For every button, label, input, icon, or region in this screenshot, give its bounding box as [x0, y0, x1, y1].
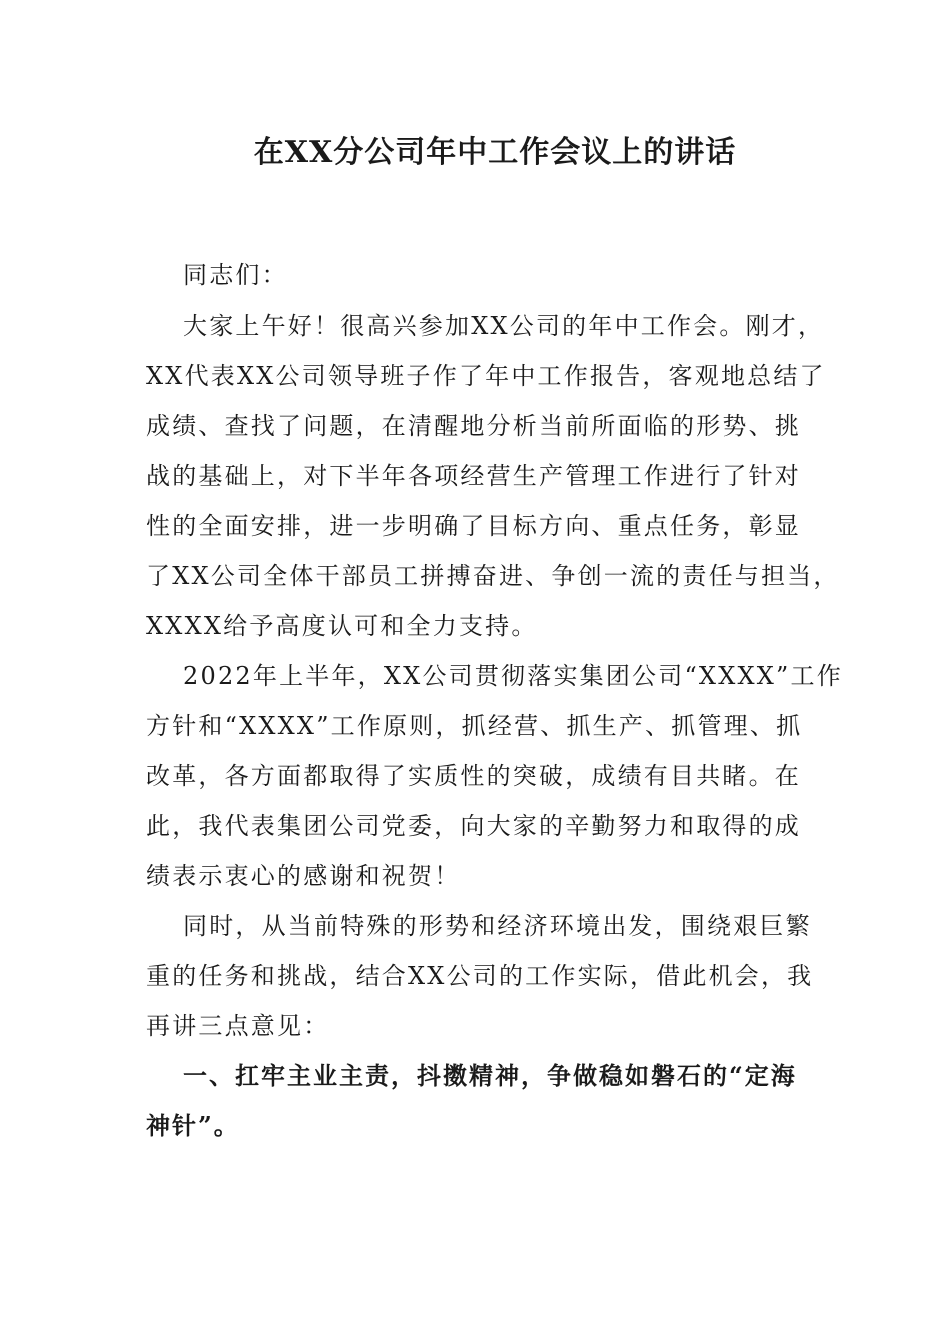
salutation: 同志们：	[183, 261, 288, 289]
document-title: 在XX分公司年中工作会议上的讲话	[253, 135, 737, 170]
paragraph-line: 改革，各方面都取得了实质性的突破，成绩有目共睹。在	[146, 762, 801, 790]
paragraph-line: 了XX公司全体干部员工拼搏奋进、争创一流的责任与担当，	[146, 562, 840, 590]
paragraph-line: 战的基础上，对下半年各项经营生产管理工作进行了针对	[146, 462, 801, 490]
paragraph-line: 再讲三点意见：	[146, 1012, 330, 1040]
heading-line: 一、扛牢主业主责，抖擞精神，争做稳如磐石的“定海	[183, 1061, 797, 1090]
paragraph-line: 2022年上半年，XX公司贯彻落实集团公司“XXXX”工作	[183, 662, 843, 690]
paragraph-line: 成绩、查找了问题，在清醒地分析当前所面临的形势、挑	[146, 412, 801, 440]
paragraph-line: XXXX给予高度认可和全力支持。	[146, 612, 538, 640]
paragraph-line: 方针和“XXXX”工作原则，抓经营、抓生产、抓管理、抓	[146, 712, 803, 740]
paragraph-line: 此，我代表集团公司党委，向大家的辛勤努力和取得的成	[146, 812, 801, 840]
heading-line: 神针”。	[146, 1111, 240, 1140]
paragraph-line: XX代表XX公司领导班子作了年中工作报告，客观地总结了	[146, 362, 826, 390]
paragraph-line: 同时，从当前特殊的形势和经济环境出发，围绕艰巨繁	[183, 912, 812, 940]
paragraph-line: 绩表示衷心的感谢和祝贺！	[146, 862, 461, 890]
paragraph-line: 性的全面安排，进一步明确了目标方向、重点任务，彰显	[146, 512, 801, 540]
paragraph-line: 大家上午好！很高兴参加XX公司的年中工作会。刚才，	[183, 312, 825, 340]
paragraph-line: 重的任务和挑战，结合XX公司的工作实际，借此机会，我	[146, 962, 814, 990]
